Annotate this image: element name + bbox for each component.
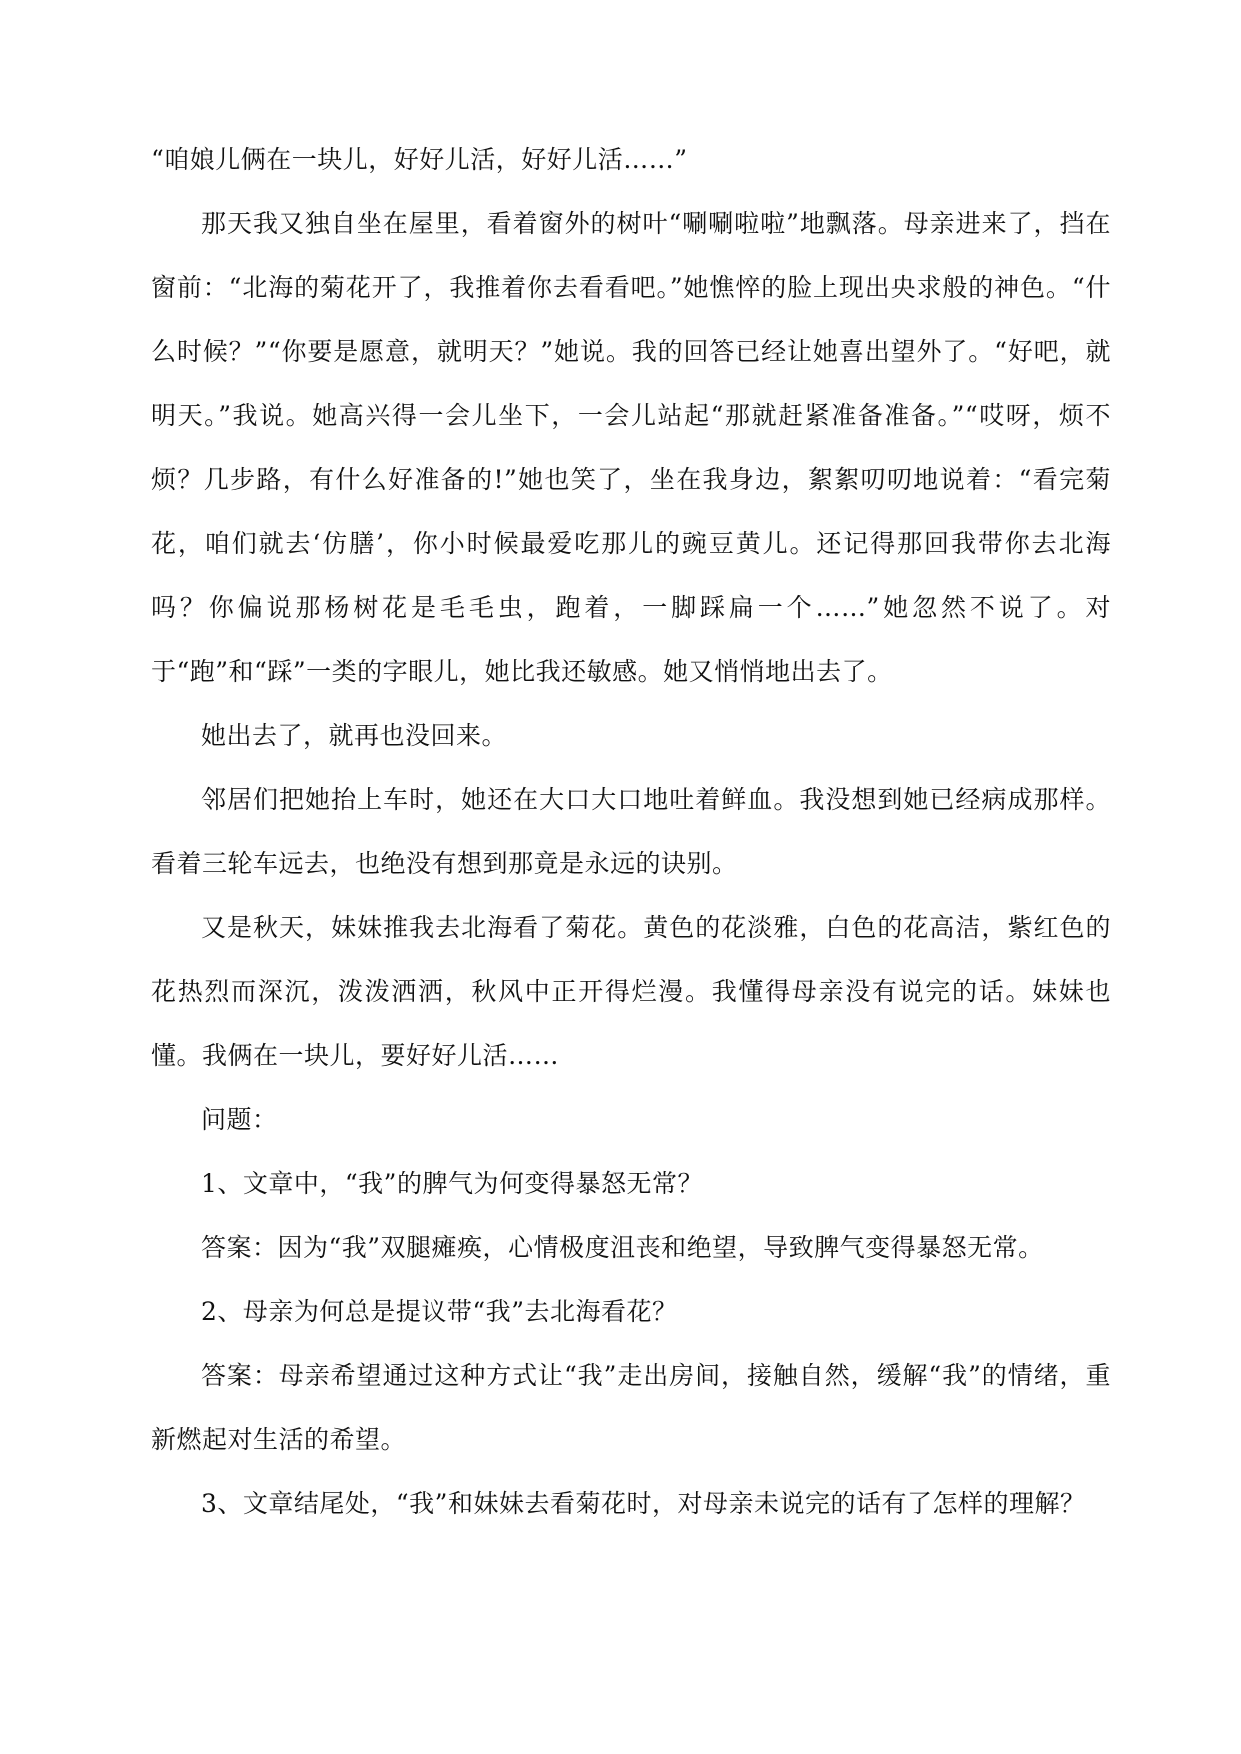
story-paragraph-window-scene: 那天我又独自坐在屋里，看着窗外的树叶“唰唰啦啦”地飘落。母亲进来了，挡在窗前：“北海的菊花开了，我推着你去看看吧。”她憔悴的脸上现出央求般的神色。“什么时候？”“你要是愿意，就明天？”她说。我的回答已经让她喜出望外了。“好吧，就明天。”我说。她高兴得一会儿坐下，一会儿站起“那就赶紧准备准备。”“哎呀，烦不烦？几步路，有什么好准备的!”她也笑了，坐在我身边，絮絮叨叨地说着：“看完菊花，咱们就去‘仿膳’，你小时候最爱吃那儿的豌豆黄儿。还记得那回我带你去北海吗？你偏说那杨树花是毛毛虫，跑着，一脚踩扁一个……”她忽然不说了。对于“跑”和“踩”一类的字眼儿，她比我还敏感。她又悄悄地出去了。 xyxy=(151,209,1111,686)
quote-paragraph: “咱娘儿俩在一块儿，好好儿活，好好儿活……” xyxy=(151,145,688,174)
question-3: 3、文章结尾处，“我”和妹妹去看菊花时，对母亲未说完的话有了怎样的理解？ xyxy=(201,1489,1086,1518)
story-paragraph-autumn: 又是秋天，妹妹推我去北海看了菊花。黄色的花淡雅，白色的花高洁，紫红色的花热烈而深沉，泼泼洒洒，秋风中正开得烂漫。我懂得母亲没有说完的话。妹妹也懂。我俩在一块儿，要好好儿活…… xyxy=(151,913,1111,1070)
questions-heading: 问题： xyxy=(201,1105,278,1134)
question-2: 2、母亲为何总是提议带“我”去北海看花？ xyxy=(201,1297,678,1326)
story-paragraph-departure: 她出去了，就再也没回来。 xyxy=(201,721,508,750)
story-paragraph-farewell: 邻居们把她抬上车时，她还在大口大口地吐着鲜血。我没想到她已经病成那样。看着三轮车远去，也绝没有想到那竟是永远的诀别。 xyxy=(151,785,1111,878)
answer-2: 答案：母亲希望通过这种方式让“我”走出房间，接触自然，缓解“我”的情绪，重新燃起对生活的希望。 xyxy=(151,1361,1111,1454)
answer-1: 答案：因为“我”双腿瘫痪，心情极度沮丧和绝望，导致脾气变得暴怒无常。 xyxy=(201,1233,1044,1262)
question-1: 1、文章中，“我”的脾气为何变得暴怒无常？ xyxy=(201,1169,703,1198)
document-page xyxy=(151,128,1111,1536)
